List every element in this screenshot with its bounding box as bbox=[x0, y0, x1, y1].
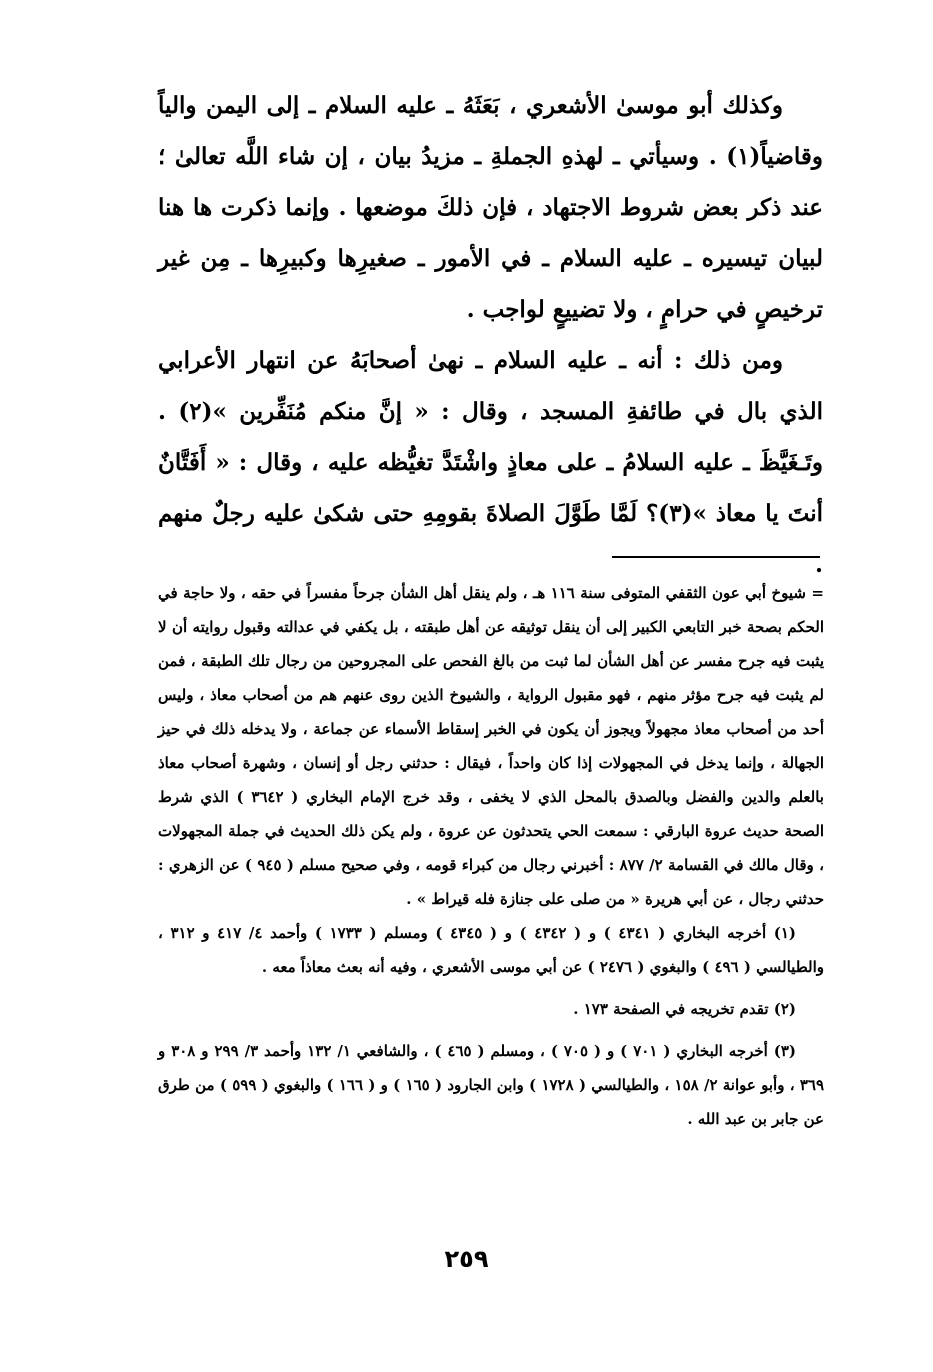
footnote-divider bbox=[612, 556, 820, 558]
main-text-block bbox=[158, 80, 823, 590]
footnote-1: (١) أخرجه البخاري ( ٤٣٤١ ) و ( ٤٣٤٢ ) و ( ٤٣٤٥ ) ومسلم ( ١٧٣٣ ) وأحمد ٤/ ٤١٧ و ٣١٢ ، والطيالسي ( ٤٩٦ ) والبغوي ( ٢٤٧٦ ) عن أبي موسى الأشعري ، وفيه أنه بعث معاذاً معه . bbox=[158, 924, 824, 976]
footnote-3: (٣) أخرجه البخاري ( ٧٠١ ) و ( ٧٠٥ ) ، ومسلم ( ٤٦٥ ) ، والشافعي ١/ ١٣٢ وأحمد ٣/ ٢٩٩ و ٣٠٨ و ٣٦٩ ، وأبو عوانة ٢/ ١٥٨ ، والطيالسي ( ١٧٢٨ ) وابن الجارود ( ١٦٥ ) و ( ١٦٦ ) والبغوي ( ٥٩٩ ) من طرق عن جابر بن عبد الله . bbox=[158, 1042, 824, 1128]
footnote-2: (٢) تقدم تخريجه في الصفحة ١٧٣ . bbox=[573, 1000, 796, 1018]
body-paragraph-1: وكذلك أبو موسىٰ الأشعري ، بَعَثَهُ ـ عليه السلام ـ إلى اليمن والياً وقاضياً(١) . وسيأتي ـ لهذهِ الجملةِ ـ مزيدُ بيان ، إن شاء اللَّه تعالىٰ ؛ عند ذكر بعض شروط الاجتهاد ، فإن ذلكَ موضعها . وإنما ذكرت ها هنا لبيان تيسيره ـ عليه السلام ـ في الأمور ـ صغيرِها وكبيرِها ـ مِن غير ترخيصٍ في حرامٍ ، ولا تضييعٍ لواجب . bbox=[158, 92, 823, 323]
page-number: ٢٥٩ bbox=[444, 1245, 489, 1273]
body-paragraph-2: ومن ذلك : أنه ـ عليه السلام ـ نهىٰ أصحابَهُ عن انتهار الأعرابي الذي بال في طائفةِ المسجد ، وقال : « إنَّ منكم مُنَفِّرين »(٢) . وتَـغَيَّظَ ـ عليه السلامُ ـ على معاذٍ واشْتَدَّ تغيُّظه عليه ، وقال : « أَفَتَّانٌ أنتَ يا معاذ »(٣)؟ لَمَّا طَوَّلَ الصلاةَ بقومِهِ حتى شكىٰ عليه رجلٌ منهم . bbox=[158, 347, 824, 578]
footnotes-block bbox=[158, 576, 824, 1136]
footnote-continuation: = شيوخ أبي عون الثقفي المتوفى سنة ١١٦ هـ ، ولم ينقل أهل الشأن جرحاً مفسراً في حقه ، ولا حاجة في الحكم بصحة خبر التابعي الكبير إلى أن ينقل توثيقه عن أهل طبقته ، بل يكفي في عدالته وقبول روايته أن لا يثبت فيه جرح مفسر عن أهل الشأن لما ثبت من بالغ الفحص على المجروحين من رجال تلك الطبقة ، فمن لم يثبت فيه جرح مؤثر منهم ، فهو مقبول الرواية ، والشيوخ الذين روى عنهم هم من أصحاب معاذ ، وليس أحد من أصحاب معاذ مجهولاً ويجوز أن يكون في الخبر إسقاط الأسماء عن جماعة ، ولا يدخله ذلك في حيز الجهالة ، وإنما يدخل في المجهولات إذا كان واحداً ، فيقال : حدثني رجل أو إنسان ، وشهرة أصحاب معاذ بالعلم والدين والفضل وبالصدق بالمحل الذي لا يخفى ، وقد خرج الإمام البخاري ( ٣٦٤٢ ) الذي شرط الصحة حديث عروة البارقي : سمعت الحي يتحدثون عن عروة ، ولم يكن ذلك الحديث في جملة المجهولات ، وقال مالك في القسامة ٢/ ٨٧٧ : أخبرني رجال من كبراء قومه ، وفي صحيح مسلم ( ٩٤٥ ) عن الزهري : حدثني رجال ، عن أبي هريرة « من صلى على جنازة فله قيراط » . bbox=[158, 584, 824, 908]
